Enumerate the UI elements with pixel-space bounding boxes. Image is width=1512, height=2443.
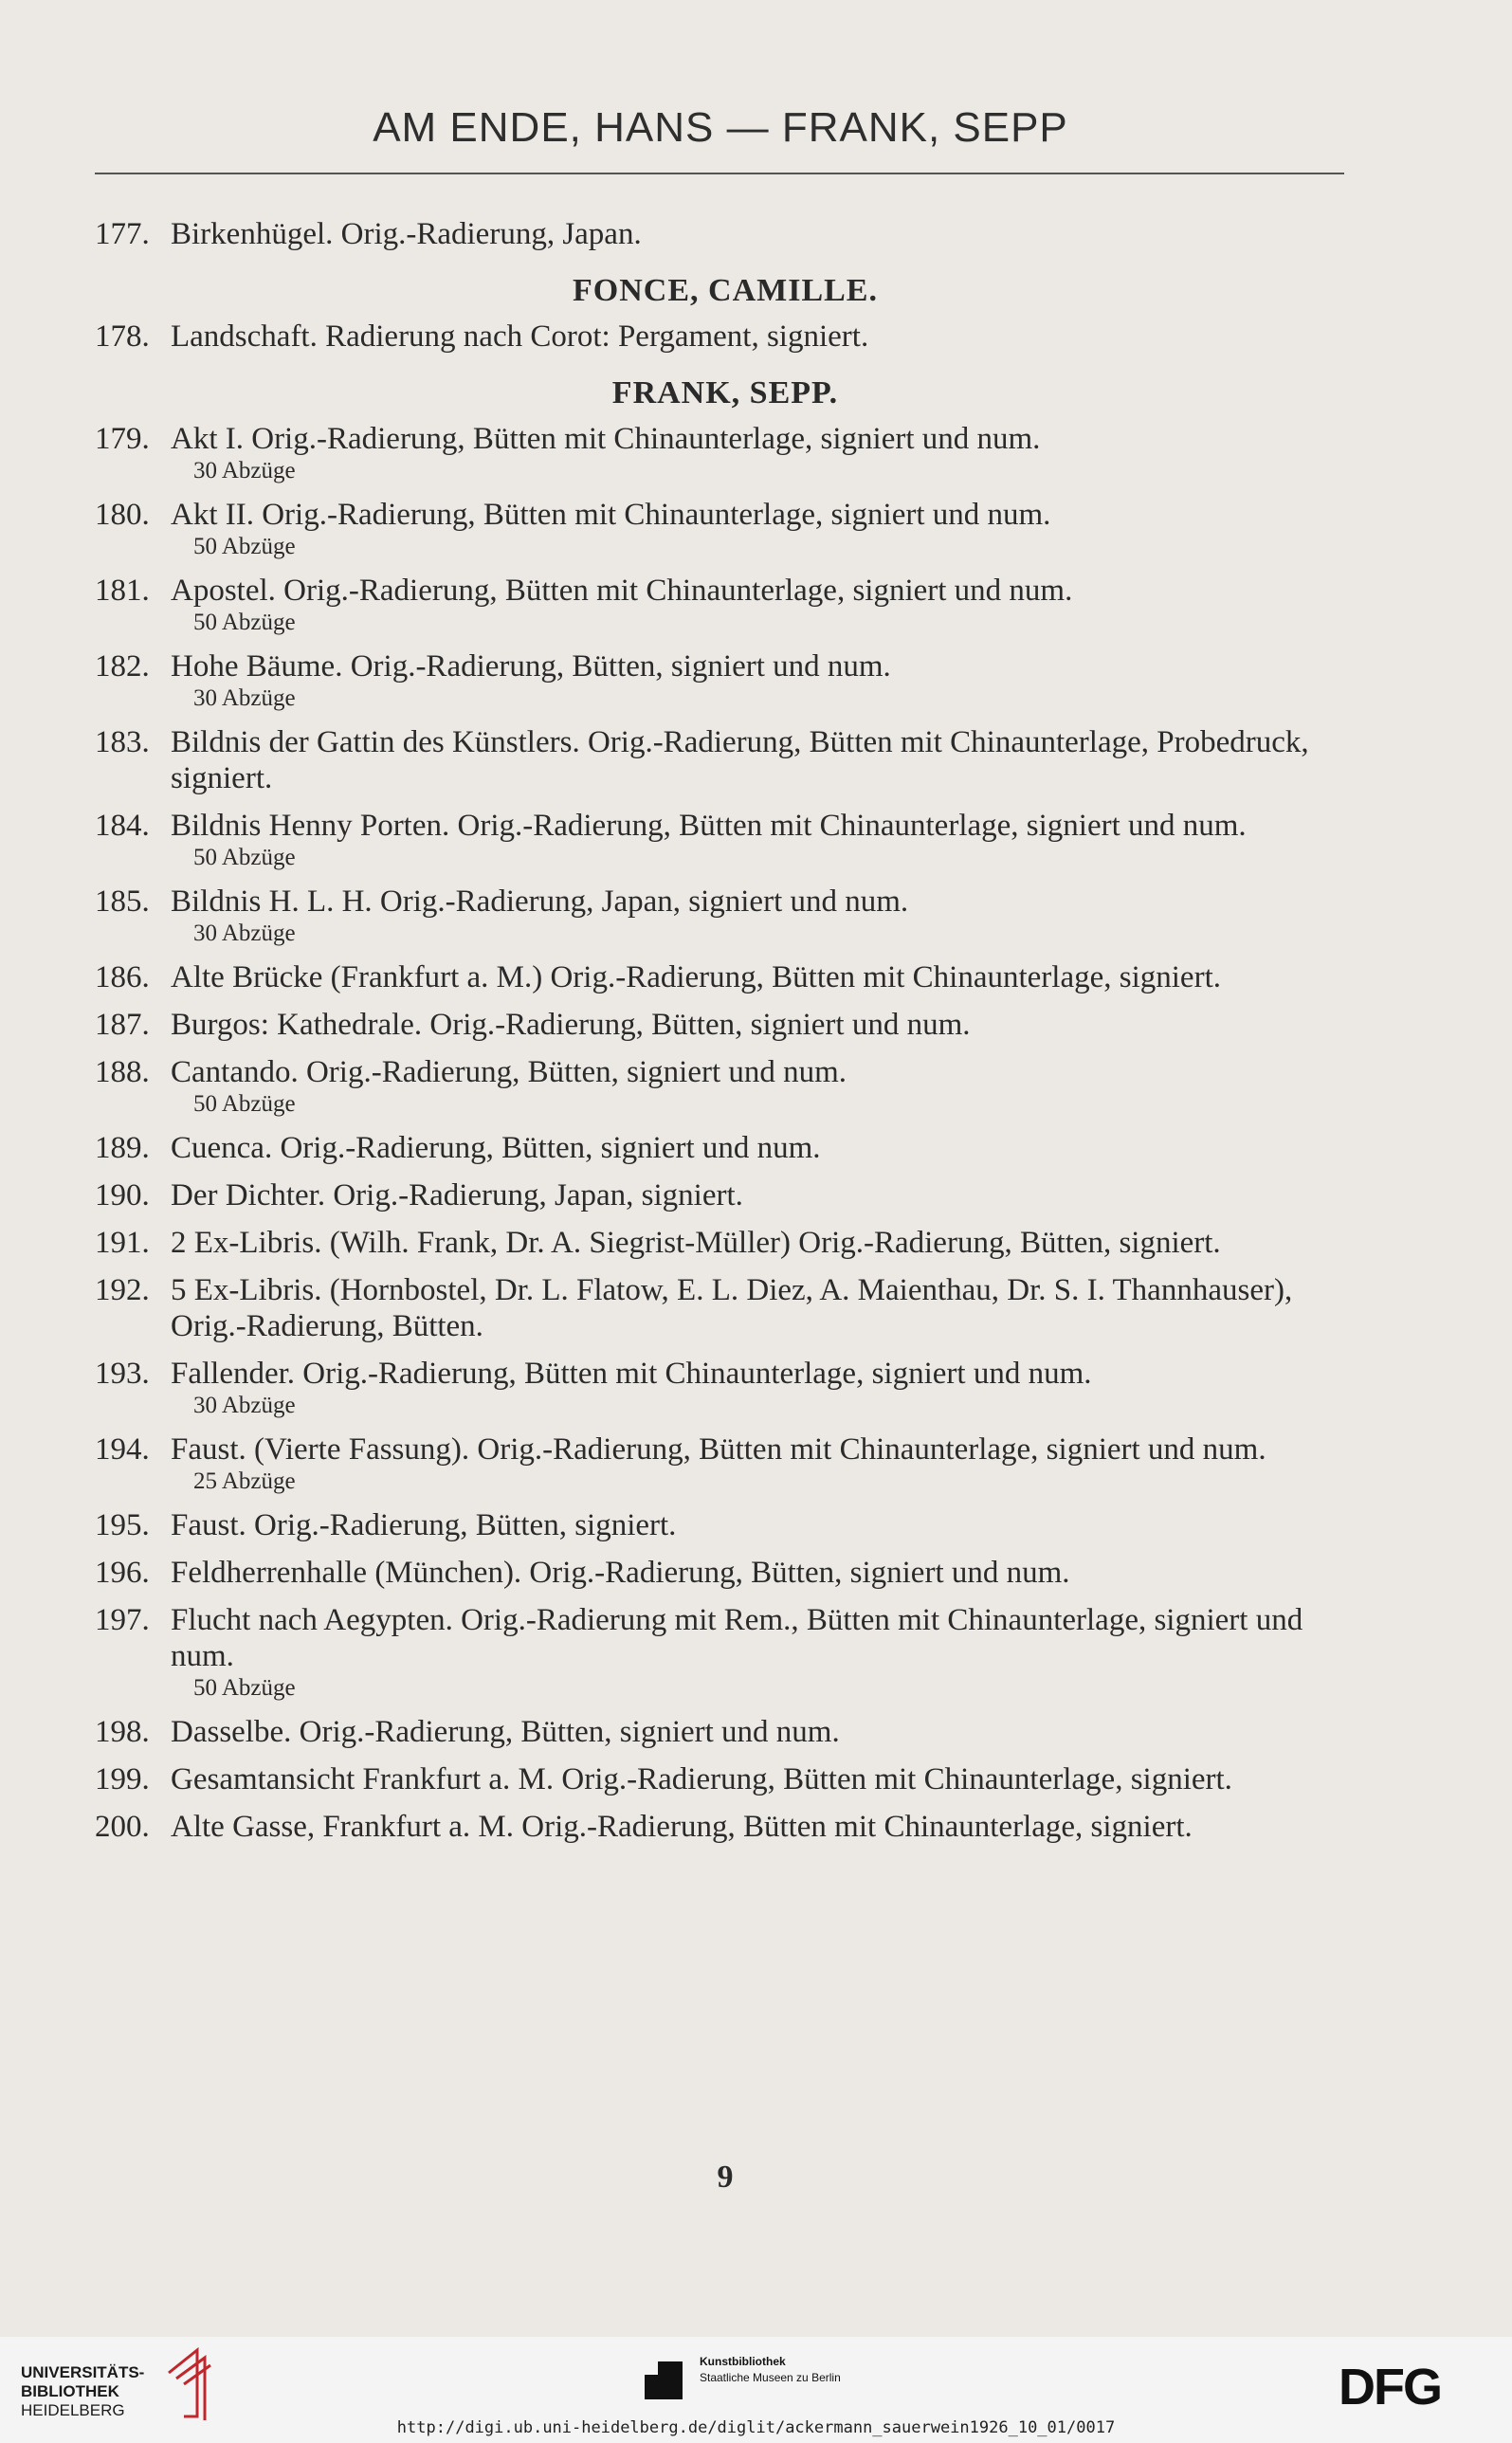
entry-body [171, 1602, 1356, 1703]
entry-body [171, 1054, 1356, 1119]
entry-body [171, 216, 1356, 252]
entry-number: 179. [95, 422, 150, 456]
edition-size: 30 Abzüge [193, 921, 296, 946]
university-library-logo[interactable] [21, 2363, 144, 2420]
catalog-entry [95, 573, 1356, 637]
catalog-entry [95, 1054, 1356, 1119]
entry-body [171, 1356, 1356, 1420]
entry-description: Apostel. Orig.-Radierung, Bütten mit Chinaunterlage, signiert und num. [171, 574, 1073, 608]
edition-size: 30 Abzüge [193, 1393, 296, 1418]
entry-body [171, 573, 1356, 637]
entry-number: 180. [95, 498, 150, 532]
kunstbibliothek-mark-icon [645, 2361, 683, 2399]
entry-body [171, 497, 1356, 561]
entry-number: 197. [95, 1603, 150, 1637]
catalog-entry [95, 1356, 1356, 1420]
entry-description: Akt I. Orig.-Radierung, Bütten mit Chinaunterlage, signiert und num. [171, 422, 1041, 456]
catalog-content [95, 216, 1356, 1856]
catalog-entry [95, 724, 1356, 796]
entry-number: 195. [95, 1508, 150, 1542]
entry-description: Bildnis Henny Porten. Orig.-Radierung, Bütten mit Chinaunterlage, signiert und num. [171, 809, 1247, 843]
entry-body [171, 319, 1356, 355]
entry-number: 177. [95, 217, 150, 251]
entry-body [171, 421, 1356, 485]
catalog-entry [95, 1177, 1356, 1213]
entry-number: 190. [95, 1178, 150, 1212]
catalog-entry [95, 1602, 1356, 1703]
entry-description: Faust. Orig.-Radierung, Bütten, signiert. [171, 1508, 677, 1542]
entry-body [171, 1225, 1356, 1261]
catalog-entry [95, 319, 1356, 355]
entry-description: 5 Ex-Libris. (Hornbostel, Dr. L. Flatow, E. L. Diez, A. Maienthau, Dr. S. I. Thannhauser), Orig.-Radierung, Bütten. [171, 1273, 1293, 1343]
entry-description: Dasselbe. Orig.-Radierung, Bütten, signiert und num. [171, 1715, 840, 1749]
catalog-entry [95, 1809, 1356, 1845]
museum-name-line1: Kunstbibliothek [700, 2355, 786, 2368]
catalog-entry [95, 1761, 1356, 1797]
entry-description: Landschaft. Radierung nach Corot: Pergament, signiert. [171, 319, 869, 354]
edition-size: 50 Abzüge [193, 1091, 296, 1117]
entry-number: 193. [95, 1357, 150, 1391]
catalog-entry [95, 1130, 1356, 1166]
entry-body [171, 1714, 1356, 1750]
catalog-entry [95, 1272, 1356, 1344]
entry-number: 185. [95, 884, 150, 919]
entry-description: Feldherrenhalle (München). Orig.-Radierung, Bütten, signiert und num. [171, 1556, 1070, 1590]
entry-number: 187. [95, 1008, 150, 1042]
catalog-entry [95, 959, 1356, 995]
entry-body [171, 1007, 1356, 1043]
library-name-line2: BIBLIOTHEK [21, 2382, 119, 2400]
entry-number: 198. [95, 1715, 150, 1749]
entry-description: 2 Ex-Libris. (Wilh. Frank, Dr. A. Siegrist-Müller) Orig.-Radierung, Bütten, signiert. [171, 1226, 1221, 1260]
entry-number: 178. [95, 319, 150, 354]
entry-number: 186. [95, 960, 150, 994]
entry-number: 182. [95, 649, 150, 684]
entry-number: 183. [95, 725, 150, 759]
library-name-line3: HEIDELBERG [21, 2401, 125, 2419]
page-number: 9 [717, 2160, 734, 2195]
edition-size: 50 Abzüge [193, 534, 296, 559]
entry-description: Bildnis der Gattin des Künstlers. Orig.-Radierung, Bütten mit Chinaunterlage, Probedruck, signiert. [171, 725, 1309, 795]
entry-description: Der Dichter. Orig.-Radierung, Japan, signiert. [171, 1178, 743, 1212]
entry-body [171, 648, 1356, 713]
entry-number: 184. [95, 809, 150, 843]
running-title: AM ENDE, HANS — FRANK, SEPP [373, 104, 1068, 151]
entry-description: Cuenca. Orig.-Radierung, Bütten, signiert und num. [171, 1131, 821, 1165]
entry-number: 181. [95, 574, 150, 608]
entry-number: 192. [95, 1273, 150, 1307]
entry-body [171, 959, 1356, 995]
permalink-url[interactable]: http://digi.ub.uni-heidelberg.de/diglit/ackermann_sauerwein1926_10_01/0017 [396, 2418, 1116, 2437]
catalog-entry [95, 1431, 1356, 1496]
edition-size: 25 Abzüge [193, 1468, 296, 1494]
entry-body [171, 1809, 1356, 1845]
catalog-entry [95, 421, 1356, 485]
catalog-entry [95, 497, 1356, 561]
edition-size: 30 Abzüge [193, 458, 296, 483]
entry-body [171, 1177, 1356, 1213]
catalog-entry [95, 1507, 1356, 1543]
edition-size: 50 Abzüge [193, 1675, 296, 1701]
entry-number: 191. [95, 1226, 150, 1260]
entry-description: Faust. (Vierte Fassung). Orig.-Radierung, Bütten mit Chinaunterlage, signiert und num. [171, 1432, 1266, 1467]
catalog-entry [95, 216, 1356, 252]
edition-size: 30 Abzüge [193, 685, 296, 711]
entry-description: Fallender. Orig.-Radierung, Bütten mit Chinaunterlage, signiert und num. [171, 1357, 1092, 1391]
entry-description: Bildnis H. L. H. Orig.-Radierung, Japan, signiert und num. [171, 884, 909, 919]
entry-number: 188. [95, 1055, 150, 1089]
catalog-entry [95, 808, 1356, 872]
entry-body [171, 884, 1356, 948]
entry-number: 199. [95, 1762, 150, 1796]
entry-body [171, 1761, 1356, 1797]
entry-body [171, 1272, 1356, 1344]
museum-name-line2: Staatliche Museen zu Berlin [700, 2371, 841, 2384]
catalog-entry [95, 648, 1356, 713]
entry-number: 196. [95, 1556, 150, 1590]
entry-description: Birkenhügel. Orig.-Radierung, Japan. [171, 217, 642, 251]
dfg-logo[interactable]: DFG [1339, 2359, 1441, 2416]
entry-number: 200. [95, 1810, 150, 1844]
entry-body [171, 1130, 1356, 1166]
entry-number: 189. [95, 1131, 150, 1165]
digitization-footer [0, 2337, 1512, 2443]
artist-heading: FRANK, SEPP. [611, 375, 839, 410]
catalog-entry [95, 1714, 1356, 1750]
entry-description: Gesamtansicht Frankfurt a. M. Orig.-Radierung, Bütten mit Chinaunterlage, signiert. [171, 1762, 1232, 1796]
library-emblem-icon [163, 2344, 212, 2422]
entry-body [171, 1507, 1356, 1543]
catalog-entry [95, 1555, 1356, 1591]
entry-body [171, 1431, 1356, 1496]
library-name-line1: UNIVERSITÄTS- [21, 2363, 145, 2381]
catalog-entry [95, 1007, 1356, 1043]
catalog-entry [95, 1225, 1356, 1261]
entry-description: Hohe Bäume. Orig.-Radierung, Bütten, signiert und num. [171, 649, 891, 684]
entry-description: Alte Gasse, Frankfurt a. M. Orig.-Radierung, Bütten mit Chinaunterlage, signiert. [171, 1810, 1193, 1844]
entry-description: Alte Brücke (Frankfurt a. M.) Orig.-Radierung, Bütten mit Chinaunterlage, signiert. [171, 960, 1221, 994]
entry-number: 194. [95, 1432, 150, 1467]
edition-size: 50 Abzüge [193, 610, 296, 635]
entry-description: Flucht nach Aegypten. Orig.-Radierung mit Rem., Bütten mit Chinaunterlage, signiert und num. [171, 1603, 1303, 1673]
entry-body [171, 1555, 1356, 1591]
header-rule [95, 173, 1344, 174]
artist-heading: FONCE, CAMILLE. [573, 273, 878, 308]
entry-body [171, 724, 1356, 796]
catalog-entry [95, 884, 1356, 948]
edition-size: 50 Abzüge [193, 845, 296, 870]
entry-description: Cantando. Orig.-Radierung, Bütten, signiert und num. [171, 1055, 847, 1089]
entry-description: Akt II. Orig.-Radierung, Bütten mit Chinaunterlage, signiert und num. [171, 498, 1051, 532]
entry-description: Burgos: Kathedrale. Orig.-Radierung, Bütten, signiert und num. [171, 1008, 971, 1042]
entry-body [171, 808, 1356, 872]
